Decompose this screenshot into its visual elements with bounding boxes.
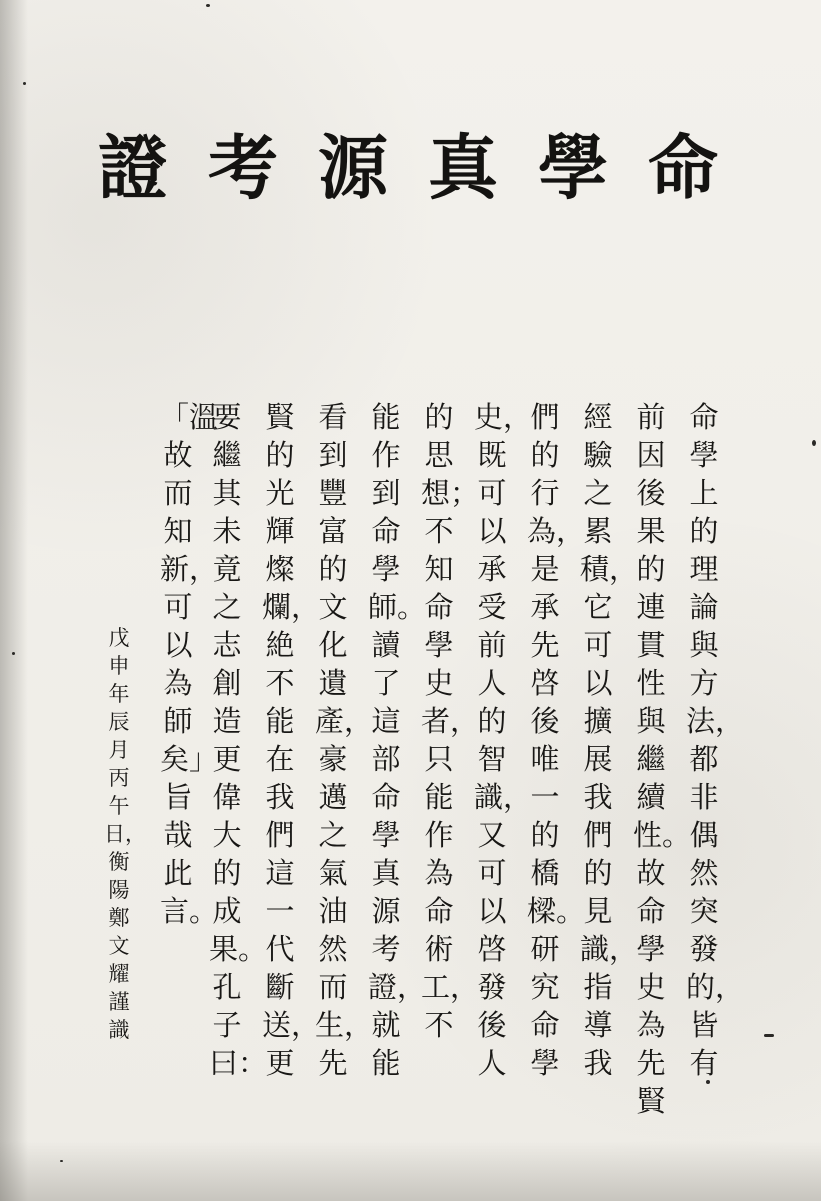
- title-char: 命: [648, 126, 718, 209]
- body-column: 賢的光輝燦爛，絶不能在我們這一代斷送，更: [262, 400, 321, 1080]
- body-column: 前因後果的連貫性與繼續性。故命學史為先賢: [633, 400, 692, 1118]
- title-char: 學: [538, 126, 608, 209]
- page-title: [98, 128, 718, 208]
- title-char: 源: [318, 126, 388, 209]
- preface-body: [160, 398, 745, 1118]
- body-column: 們的行為，是承先啓後唯一的橋樑。研究命學: [527, 400, 586, 1080]
- signature-line: 戊申年辰月丙午日，衡陽鄭文耀謹識: [104, 626, 146, 1042]
- ink-speck: [812, 440, 816, 446]
- ink-speck: [23, 82, 26, 85]
- body-column: 史，既可以承受前人的智識，又可以啓發後人: [474, 400, 533, 1080]
- page-edge-shadow-bottom: [0, 1141, 821, 1201]
- body-column: 看到豐富的文化遺產，豪邁之氣油然而生，先: [315, 400, 374, 1080]
- ink-speck: [206, 4, 210, 7]
- body-column: 能作到命學師。讀了這部命學真源考證，就能: [368, 400, 427, 1080]
- title-char: 考: [208, 126, 278, 209]
- title-char: 證: [98, 126, 168, 209]
- ink-speck: [60, 1160, 63, 1162]
- title-char: 真: [428, 126, 498, 209]
- body-column-quote: 「溫故而知新，可以為師矣」旨哉此言。: [160, 400, 219, 928]
- body-column: 經驗之累積，它可以擴展我們的見識，指導我: [580, 400, 639, 1080]
- ink-speck: [12, 652, 15, 655]
- body-column: 的思想；不知命學史者，只能作為命術工，不: [421, 400, 480, 1042]
- page-edge-shadow-left: [0, 0, 28, 1201]
- ink-speck: [764, 1034, 774, 1037]
- body-column: 要繼其未竟之志創造更偉大的成果。孔子曰：: [209, 400, 268, 1080]
- body-column: 命學上的理論與方法，都非偶然突發的，皆有: [686, 400, 745, 1080]
